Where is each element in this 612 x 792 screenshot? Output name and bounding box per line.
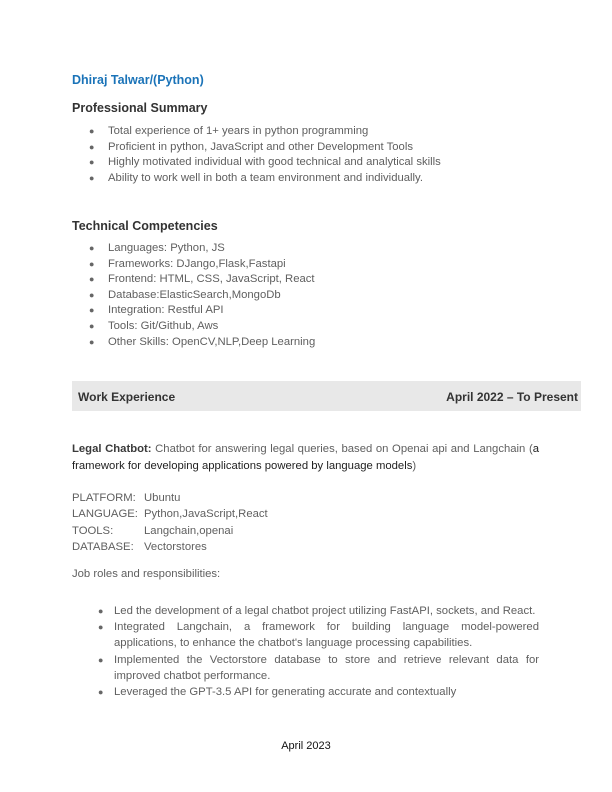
bullet-icon: ● bbox=[89, 274, 95, 285]
detail-row: PLATFORM: Ubuntu bbox=[72, 492, 181, 504]
list-item: ● Languages: Python, JS bbox=[72, 241, 315, 257]
list-item: ● Ability to work well in both a team environment and individually. bbox=[72, 171, 441, 187]
bullet-icon: ● bbox=[89, 258, 95, 269]
project-details bbox=[72, 490, 268, 555]
page-footer: April 2023 bbox=[281, 740, 331, 752]
summary-list bbox=[72, 124, 441, 186]
list-item: ● Frameworks: DJango,Flask,Fastapi bbox=[72, 257, 315, 273]
bullet-icon: ● bbox=[89, 126, 95, 136]
list-item: ● Integrated Langchain, a framework for building language model-powered applications, to enhance the chatbot's language processing capabilities. bbox=[98, 621, 539, 650]
competencies-heading: Technical Competencies bbox=[72, 219, 218, 233]
bullet-icon: ● bbox=[89, 157, 95, 168]
bullet-icon: ● bbox=[89, 336, 95, 347]
bullet-icon: ● bbox=[89, 243, 95, 253]
detail-row: LANGUAGE: Python,JavaScript,React bbox=[72, 508, 268, 521]
work-experience-heading: Work Experience bbox=[78, 390, 176, 404]
list-item: ● Integration: Restful API bbox=[72, 303, 315, 319]
bullet-icon: ● bbox=[98, 606, 104, 616]
project-description: Legal Chatbot: Chatbot for answering legal queries, based on Openai api and Langchain (a framework for developing applications powered by language models) bbox=[72, 443, 540, 472]
responsibilities-list bbox=[72, 603, 539, 700]
bullet-icon: ● bbox=[98, 622, 104, 633]
list-item: ● Other Skills: OpenCV,NLP,Deep Learning bbox=[72, 335, 315, 351]
detail-row: TOOLS: Langchain,openai bbox=[72, 524, 234, 537]
summary-heading: Professional Summary bbox=[72, 101, 208, 115]
competencies-list bbox=[72, 241, 315, 350]
bullet-icon: ● bbox=[89, 141, 95, 152]
work-experience-period: April 2022 – To Present bbox=[446, 390, 578, 404]
list-item: ● Implemented the Vectorstore database to store and retrieve relevant data for improved chatbot performance. bbox=[98, 653, 539, 682]
detail-row: DATABASE: Vectorstores bbox=[72, 540, 207, 553]
list-item: ● Proficient in python, JavaScript and other Development Tools bbox=[72, 140, 441, 156]
list-item: ● Database:ElasticSearch,MongoDb bbox=[72, 288, 315, 304]
list-item: ● Highly motivated individual with good technical and analytical skills bbox=[72, 155, 441, 171]
bullet-icon: ● bbox=[98, 654, 104, 665]
roles-heading: Job roles and responsibilities: bbox=[72, 568, 221, 580]
bullet-icon: ● bbox=[89, 305, 95, 316]
candidate-name: Dhiraj Talwar/(Python) bbox=[72, 73, 204, 87]
list-item: ● Led the development of a legal chatbot project utilizing FastAPI, sockets, and React. bbox=[72, 603, 539, 619]
bullet-icon: ● bbox=[98, 687, 104, 698]
bullet-icon: ● bbox=[89, 172, 95, 183]
list-item: ● Tools: Git/Github, Aws bbox=[72, 319, 315, 335]
list-item: ● Leveraged the GPT-3.5 API for generating accurate and contextually bbox=[72, 684, 539, 700]
bullet-icon: ● bbox=[89, 289, 95, 300]
project-title: Legal Chatbot: bbox=[72, 443, 152, 455]
list-item: ● Frontend: HTML, CSS, JavaScript, React bbox=[72, 272, 315, 288]
bullet-icon: ● bbox=[89, 320, 95, 331]
list-item: ● Total experience of 1+ years in python programming bbox=[72, 124, 441, 140]
